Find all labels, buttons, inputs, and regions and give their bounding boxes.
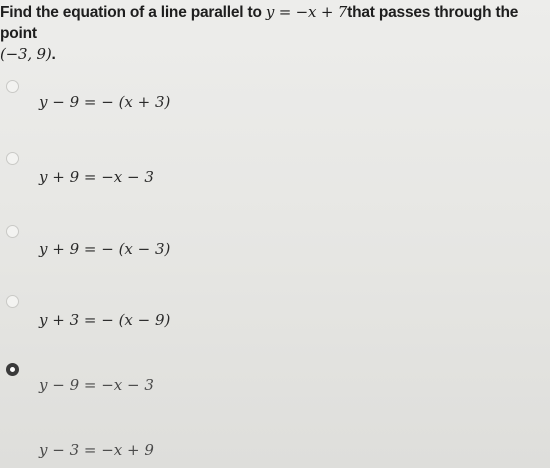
option-2-label[interactable]: y + 9 = −x − 3 bbox=[39, 168, 154, 186]
question-text bbox=[0, 2, 548, 65]
option-5-radio[interactable] bbox=[6, 363, 19, 376]
question-equation: y = −x + 7 bbox=[265, 3, 348, 21]
option-1-label[interactable]: y − 9 = − (x + 3) bbox=[39, 93, 171, 111]
option-1-radio[interactable] bbox=[6, 80, 19, 93]
option-5-label[interactable]: y − 9 = −x − 3 bbox=[39, 376, 154, 394]
option-4-label[interactable]: y + 3 = − (x − 9) bbox=[39, 311, 171, 329]
option-3-radio[interactable] bbox=[6, 225, 19, 238]
option-2-radio[interactable] bbox=[6, 152, 19, 165]
question-point: (−3, 9) bbox=[0, 45, 52, 63]
option-4-radio[interactable] bbox=[6, 295, 19, 308]
question-text-after: that passes through the point bbox=[0, 4, 519, 42]
question-end: . bbox=[51, 46, 56, 63]
option-6-label[interactable]: y − 3 = −x + 9 bbox=[39, 441, 154, 459]
option-3-label[interactable]: y + 9 = − (x − 3) bbox=[39, 240, 171, 258]
question-text-before: Find the equation of a line parallel to bbox=[0, 4, 266, 21]
